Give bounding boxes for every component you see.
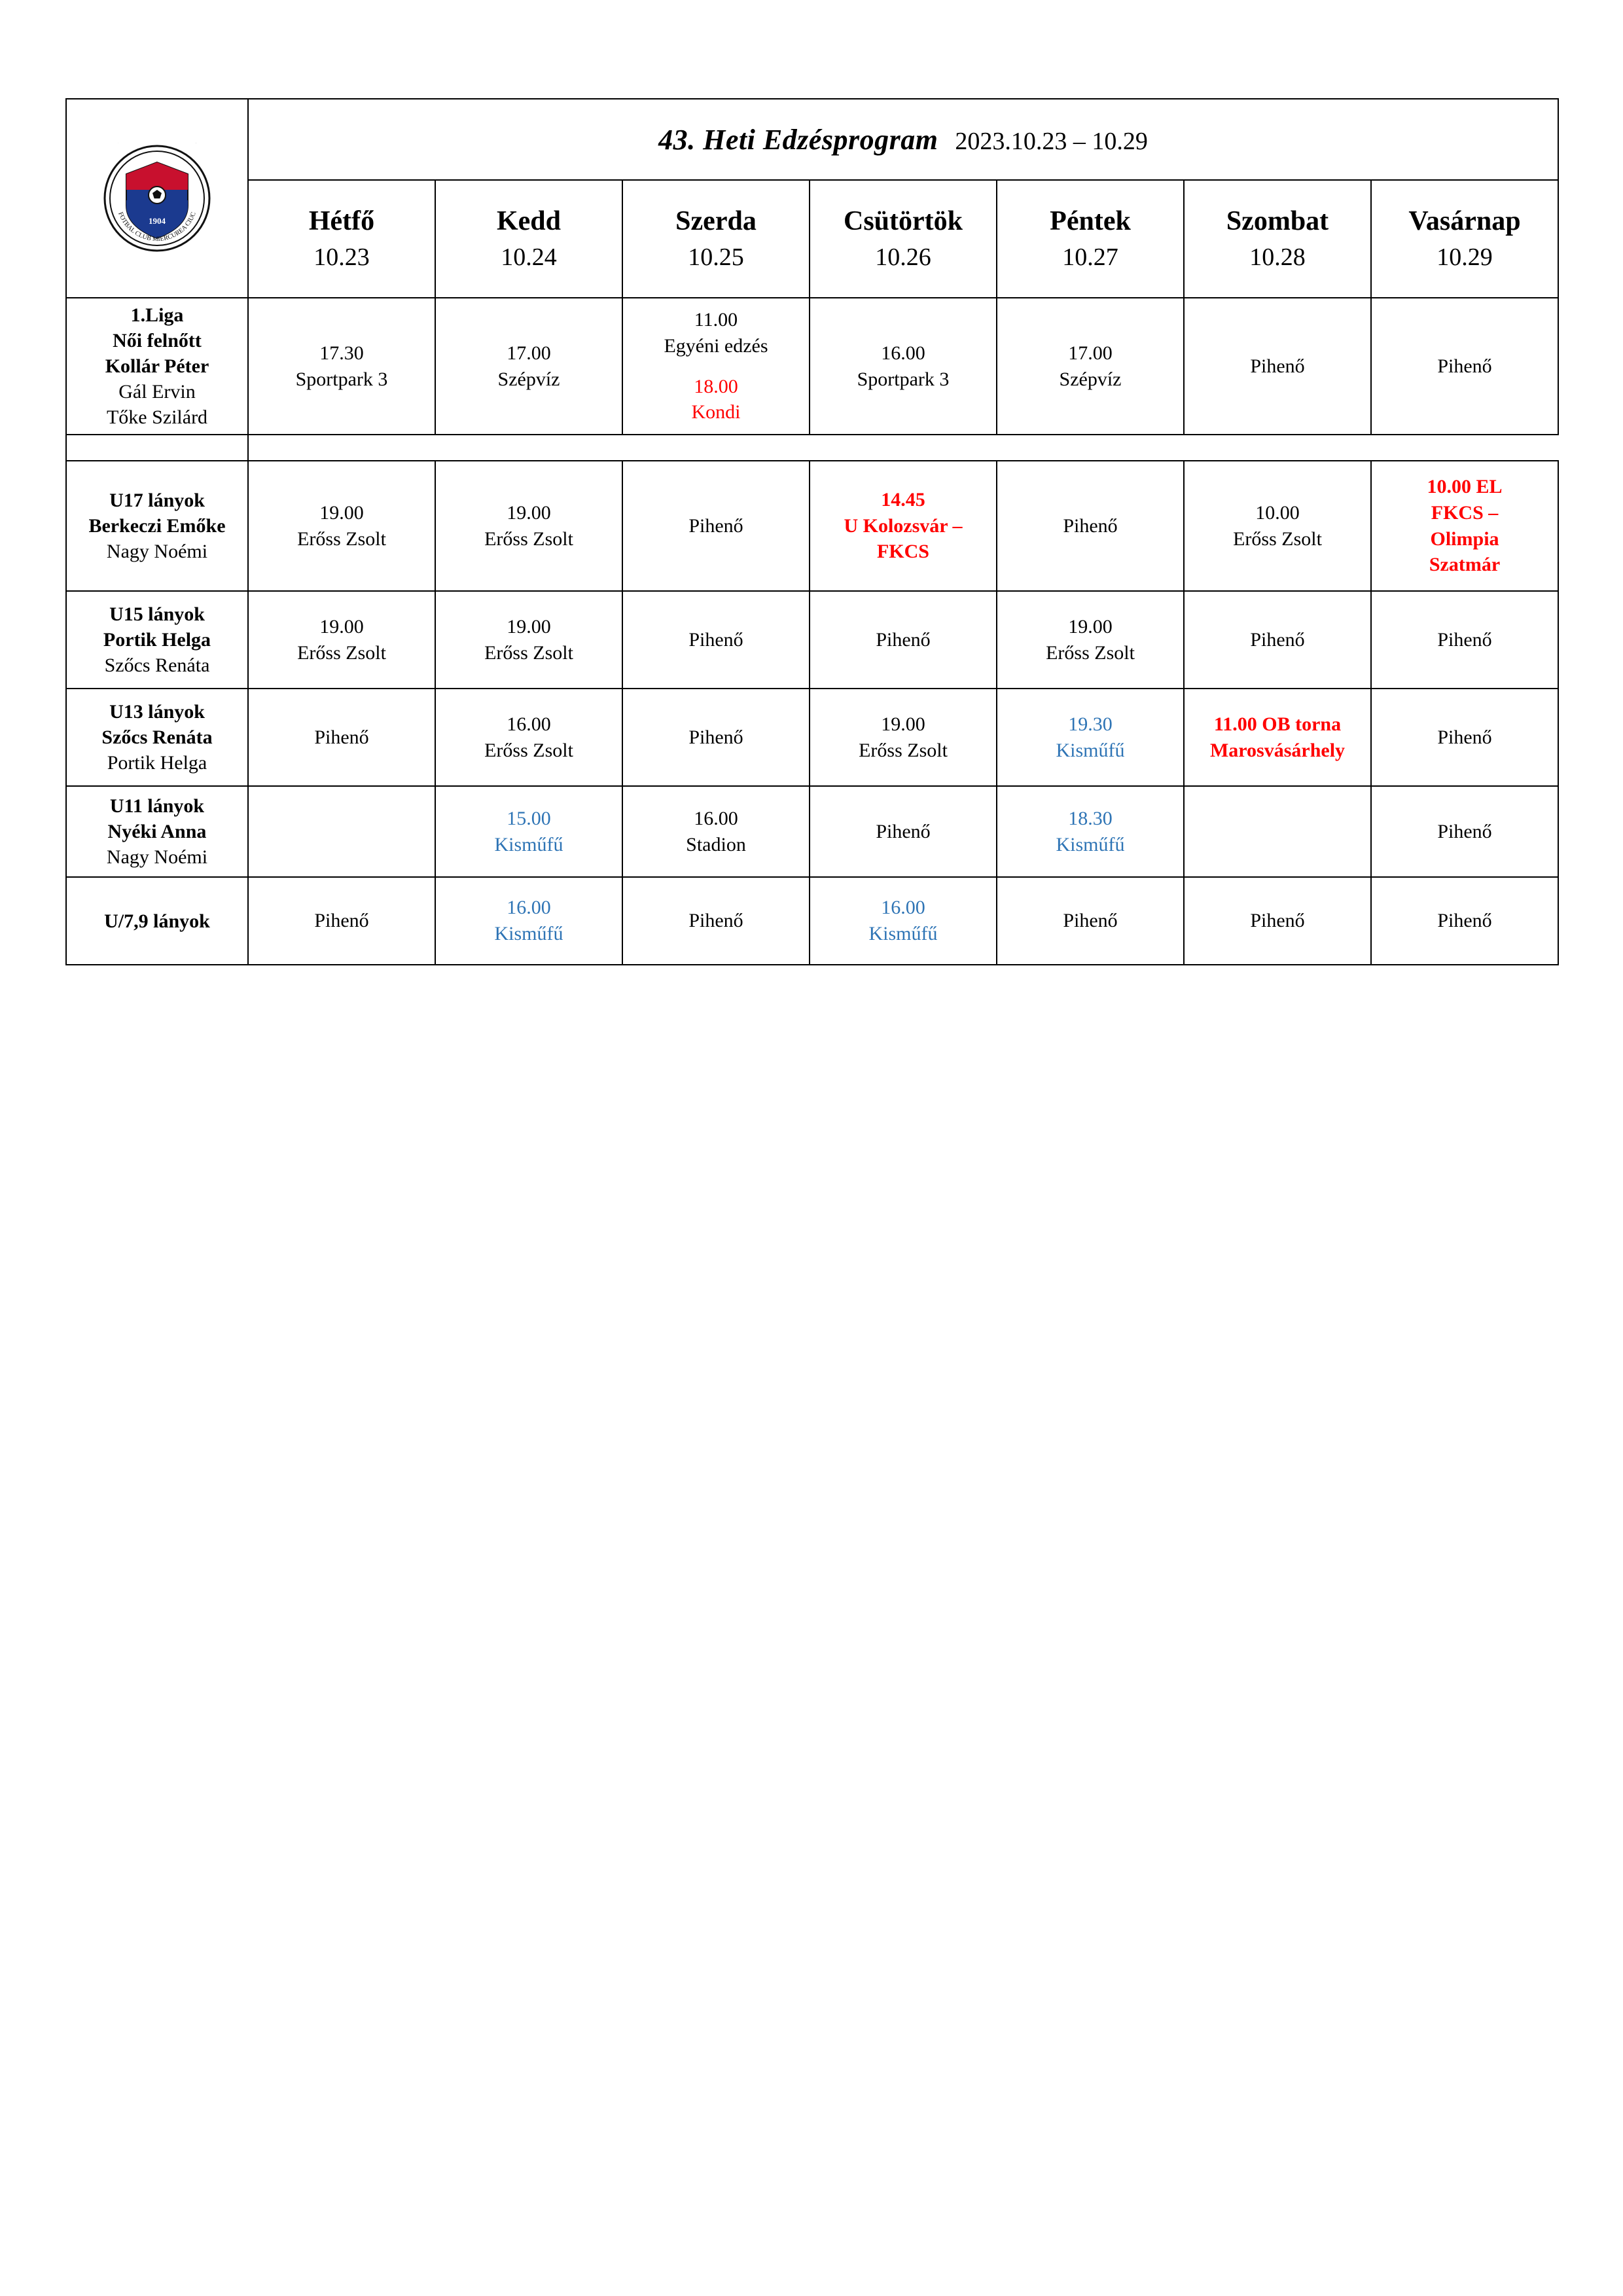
cell-liga-friday bbox=[997, 298, 1184, 435]
table-row bbox=[66, 786, 1558, 877]
cell-u13-monday bbox=[248, 689, 435, 786]
day-date-tuesday: 10.24 bbox=[501, 243, 557, 271]
separator-cell bbox=[248, 435, 1558, 461]
cell-liga-wednesday bbox=[622, 298, 810, 435]
table-row bbox=[66, 591, 1558, 689]
cell-place-secondary: Kondi bbox=[691, 401, 741, 423]
cell-spacer bbox=[626, 359, 806, 374]
cell-place: Kisműfű bbox=[494, 923, 563, 944]
column-header-tuesday bbox=[435, 180, 622, 298]
cell-time: 15.00 bbox=[507, 807, 551, 829]
cell-liga-monday bbox=[248, 298, 435, 435]
cell-time: 17.00 bbox=[507, 342, 551, 364]
cell-time: 10.00 EL bbox=[1427, 476, 1503, 498]
cell-u11-saturday bbox=[1184, 786, 1371, 877]
table-row bbox=[66, 689, 1558, 786]
cell-rest: Pihenő bbox=[1437, 910, 1492, 932]
cell-u15-saturday bbox=[1184, 591, 1371, 689]
cell-place: Kisműfű bbox=[1056, 739, 1125, 761]
cell-u17-thursday bbox=[810, 461, 997, 591]
cell-time: 16.00 bbox=[881, 897, 925, 919]
table-header-days-row bbox=[66, 180, 1558, 298]
cell-u13-thursday bbox=[810, 689, 997, 786]
cell-u11-monday bbox=[248, 786, 435, 877]
group-liga-line2: Női felnőtt bbox=[113, 330, 202, 351]
cell-u17-saturday bbox=[1184, 461, 1371, 591]
group-u15-line2: Portik Helga bbox=[103, 629, 211, 651]
group-liga-line3: Kollár Péter bbox=[105, 355, 209, 377]
cell-place: Kisműfű bbox=[1056, 833, 1125, 855]
cell-u13-saturday bbox=[1184, 689, 1371, 786]
day-date-wednesday: 10.25 bbox=[688, 243, 744, 271]
cell-event-line1: 11.00 OB torna bbox=[1213, 713, 1342, 735]
cell-rest: Pihenő bbox=[1250, 355, 1305, 377]
cell-u79-thursday bbox=[810, 877, 997, 965]
cell-place: Erőss Zsolt bbox=[484, 641, 573, 664]
group-u13-line1: U13 lányok bbox=[109, 701, 205, 723]
day-name-monday: Hétfő bbox=[308, 206, 375, 237]
cell-place: Erőss Zsolt bbox=[484, 528, 573, 550]
cell-time: 19.00 bbox=[319, 615, 364, 637]
cell-rest: Pihenő bbox=[876, 628, 931, 651]
group-u11-line1: U11 lányok bbox=[109, 795, 205, 817]
cell-u15-tuesday bbox=[435, 591, 622, 689]
cell-liga-sunday bbox=[1371, 298, 1558, 435]
svg-text:FUTBALL KLUB CSÍKSZEREDA bbox=[113, 143, 202, 144]
cell-rest: Pihenő bbox=[1250, 910, 1305, 932]
cell-rest: Pihenő bbox=[314, 726, 369, 748]
table-header-title-row bbox=[66, 99, 1558, 180]
group-u11-line3: Nagy Noémi bbox=[106, 846, 208, 868]
group-liga-line1: 1.Liga bbox=[130, 304, 184, 326]
cell-place: Sportpark 3 bbox=[295, 368, 388, 390]
cell-u11-friday bbox=[997, 786, 1184, 877]
cell-rest: Pihenő bbox=[1437, 820, 1492, 842]
cell-u17-friday bbox=[997, 461, 1184, 591]
cell-u15-wednesday bbox=[622, 591, 810, 689]
cell-u79-tuesday bbox=[435, 877, 622, 965]
cell-match-line1: FKCS – bbox=[1431, 501, 1499, 524]
cell-time: 16.00 bbox=[881, 342, 925, 364]
club-logo-cell bbox=[66, 99, 248, 298]
cell-rest: Pihenő bbox=[688, 726, 743, 748]
table-separator-row bbox=[66, 435, 1558, 461]
group-u15-line1: U15 lányok bbox=[109, 603, 205, 625]
cell-place: Stadion bbox=[686, 833, 746, 855]
day-date-friday: 10.27 bbox=[1062, 243, 1118, 271]
cell-time: 17.00 bbox=[1068, 342, 1113, 364]
cell-event-line2: Marosvásárhely bbox=[1209, 739, 1346, 761]
group-u17-line2: Berkeczi Emőke bbox=[88, 515, 226, 537]
day-name-thursday: Csütörtök bbox=[843, 206, 963, 237]
cell-u11-wednesday bbox=[622, 786, 810, 877]
cell-u79-saturday bbox=[1184, 877, 1371, 965]
cell-u17-sunday bbox=[1371, 461, 1558, 591]
cell-place: Sportpark 3 bbox=[857, 368, 950, 390]
cell-time: 19.30 bbox=[1068, 713, 1113, 735]
cell-place: Szépvíz bbox=[1059, 368, 1122, 390]
cell-rest: Pihenő bbox=[688, 910, 743, 932]
cell-u17-wednesday bbox=[622, 461, 810, 591]
cell-time: 17.30 bbox=[319, 342, 364, 364]
day-name-wednesday: Szerda bbox=[675, 206, 757, 237]
day-date-monday: 10.23 bbox=[313, 243, 370, 271]
separator-cell bbox=[66, 435, 248, 461]
table-row bbox=[66, 877, 1558, 965]
cell-time: 19.00 bbox=[319, 501, 364, 524]
cell-place: Kisműfű bbox=[868, 923, 938, 944]
group-u11-line2: Nyéki Anna bbox=[107, 821, 207, 842]
cell-rest: Pihenő bbox=[1437, 628, 1492, 651]
cell-time: 19.00 bbox=[507, 615, 551, 637]
group-u13-line3: Portik Helga bbox=[107, 752, 207, 774]
cell-u11-tuesday bbox=[435, 786, 622, 877]
cell-u13-wednesday bbox=[622, 689, 810, 786]
document-title-cell bbox=[248, 99, 1558, 180]
group-label-u79 bbox=[66, 877, 248, 965]
cell-time: 16.00 bbox=[507, 897, 551, 919]
group-liga-line4: Gál Ervin bbox=[118, 381, 196, 403]
group-u79-line1: U/7,9 lányok bbox=[104, 910, 210, 932]
svg-text:FOTBAL CLUB MIERCUREA CIUC: FOTBAL CLUB MIERCUREA CIUC bbox=[116, 211, 198, 243]
cell-rest: Pihenő bbox=[1437, 355, 1492, 377]
cell-place: Egyéni edzés bbox=[664, 334, 768, 357]
group-u17-line3: Nagy Noémi bbox=[106, 541, 208, 562]
column-header-friday bbox=[997, 180, 1184, 298]
cell-match-line2: FKCS bbox=[876, 541, 929, 563]
cell-place: Erőss Zsolt bbox=[297, 528, 386, 550]
cell-place: Kisműfű bbox=[494, 833, 563, 855]
cell-place: Erőss Zsolt bbox=[1046, 641, 1135, 664]
group-liga-line5: Tőke Szilárd bbox=[106, 406, 208, 428]
cell-rest: Pihenő bbox=[1250, 628, 1305, 651]
table-row bbox=[66, 461, 1558, 591]
cell-u11-sunday bbox=[1371, 786, 1558, 877]
cell-u13-tuesday bbox=[435, 689, 622, 786]
cell-place: Erőss Zsolt bbox=[297, 641, 386, 664]
cell-time: 16.00 bbox=[694, 807, 738, 829]
day-date-sunday: 10.29 bbox=[1436, 243, 1493, 271]
group-u17-line1: U17 lányok bbox=[109, 490, 205, 511]
cell-liga-thursday bbox=[810, 298, 997, 435]
day-name-friday: Péntek bbox=[1050, 206, 1131, 237]
day-name-sunday: Vasárnap bbox=[1408, 206, 1521, 237]
cell-u15-sunday bbox=[1371, 591, 1558, 689]
cell-u13-sunday bbox=[1371, 689, 1558, 786]
day-name-saturday: Szombat bbox=[1226, 206, 1329, 237]
cell-u11-thursday bbox=[810, 786, 997, 877]
cell-place: Erőss Zsolt bbox=[1233, 528, 1322, 550]
column-header-wednesday bbox=[622, 180, 810, 298]
weekly-training-schedule-table bbox=[65, 98, 1559, 965]
cell-u17-tuesday bbox=[435, 461, 622, 591]
group-u13-line2: Szőcs Renáta bbox=[101, 726, 213, 748]
cell-u17-monday bbox=[248, 461, 435, 591]
cell-time: 14.45 bbox=[881, 489, 925, 511]
cell-place: Szépvíz bbox=[497, 368, 560, 390]
cell-rest: Pihenő bbox=[1437, 726, 1492, 748]
cell-time: 19.00 bbox=[507, 501, 551, 524]
page-title: 43. Heti Edzésprogram bbox=[658, 123, 938, 156]
cell-u79-wednesday bbox=[622, 877, 810, 965]
cell-rest: Pihenő bbox=[876, 820, 931, 842]
cell-place: Erőss Zsolt bbox=[859, 739, 948, 761]
table-row bbox=[66, 298, 1558, 435]
cell-u79-monday bbox=[248, 877, 435, 965]
cell-match-line2: Olimpia bbox=[1430, 528, 1499, 550]
cell-u79-friday bbox=[997, 877, 1184, 965]
cell-u15-thursday bbox=[810, 591, 997, 689]
cell-u15-monday bbox=[248, 591, 435, 689]
cell-place: Erőss Zsolt bbox=[484, 739, 573, 761]
cell-liga-tuesday bbox=[435, 298, 622, 435]
column-header-monday bbox=[248, 180, 435, 298]
day-date-saturday: 10.28 bbox=[1249, 243, 1306, 271]
column-header-sunday bbox=[1371, 180, 1558, 298]
cell-time: 16.00 bbox=[507, 713, 551, 735]
cell-rest: Pihenő bbox=[1063, 514, 1118, 537]
cell-time: 11.00 bbox=[694, 309, 738, 331]
cell-match-line1: U Kolozsvár – bbox=[844, 514, 963, 537]
cell-rest: Pihenő bbox=[314, 910, 369, 932]
cell-time: 10.00 bbox=[1255, 501, 1300, 524]
cell-time: 19.00 bbox=[881, 713, 925, 735]
day-date-thursday: 10.26 bbox=[875, 243, 931, 271]
group-label-u13 bbox=[66, 689, 248, 786]
cell-time: 18.30 bbox=[1068, 807, 1113, 829]
cell-match-line3: Szatmár bbox=[1429, 554, 1501, 576]
cell-rest: Pihenő bbox=[1063, 910, 1118, 932]
cell-time-secondary: 18.00 bbox=[694, 375, 738, 397]
title-date-range: 2023.10.23 – 10.29 bbox=[955, 127, 1148, 155]
group-label-u11 bbox=[66, 786, 248, 877]
column-header-saturday bbox=[1184, 180, 1371, 298]
cell-time: 19.00 bbox=[1068, 615, 1113, 637]
club-crest-icon bbox=[69, 143, 245, 254]
cell-rest: Pihenő bbox=[688, 514, 743, 537]
column-header-thursday bbox=[810, 180, 997, 298]
day-name-tuesday: Kedd bbox=[496, 206, 562, 237]
cell-u13-friday bbox=[997, 689, 1184, 786]
cell-u79-sunday bbox=[1371, 877, 1558, 965]
group-label-u15 bbox=[66, 591, 248, 689]
group-u15-line3: Szőcs Renáta bbox=[104, 655, 210, 676]
cell-u15-friday bbox=[997, 591, 1184, 689]
cell-rest: Pihenő bbox=[688, 628, 743, 651]
group-label-liga bbox=[66, 298, 248, 435]
group-label-u17 bbox=[66, 461, 248, 591]
cell-liga-saturday bbox=[1184, 298, 1371, 435]
svg-text:1904: 1904 bbox=[149, 216, 166, 226]
